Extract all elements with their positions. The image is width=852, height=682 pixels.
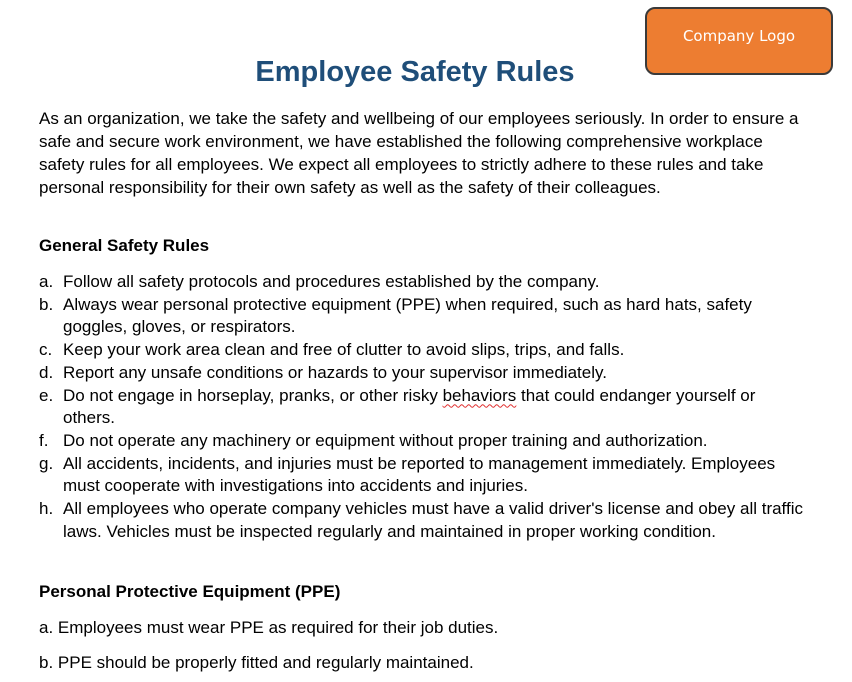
- general-safety-list: [39, 271, 809, 543]
- list-marker: e.: [39, 385, 54, 405]
- list-marker: f.: [39, 430, 49, 450]
- list-item: [39, 453, 809, 498]
- list-item: [39, 294, 809, 339]
- list-marker: c.: [39, 340, 53, 360]
- list-item: [39, 362, 809, 385]
- company-logo-label: Company Logo: [682, 27, 796, 45]
- ppe-item: a. Employees must wear PPE as required for their job duties.: [39, 618, 499, 637]
- ppe-item: b. PPE should be properly fitted and regularly maintained.: [39, 653, 474, 672]
- list-item-text: All accidents, incidents, and injuries must be reported to management immediately. Employees must cooperate with investigations into accidents and injuries.: [63, 453, 776, 496]
- list-marker: h.: [39, 499, 54, 519]
- list-item-text: All employees who operate company vehicles must have a valid driver's license and obey all traffic laws. Vehicles must be inspected regularly and maintained in proper working condition.: [63, 499, 803, 541]
- list-item-text: Always wear personal protective equipment (PPE) when required, such as hard hats, safety goggles, gloves, or respirators.: [63, 294, 752, 337]
- list-item: [39, 271, 809, 294]
- list-item: [39, 385, 809, 430]
- list-item: [39, 430, 809, 453]
- spelling-flagged-word[interactable]: behaviors: [442, 385, 517, 405]
- list-marker: a.: [39, 272, 54, 291]
- list-item-text: Do not operate any machinery or equipment without proper training and authorization.: [63, 430, 708, 450]
- document-title: Employee Safety Rules: [255, 56, 575, 88]
- list-item-text: Report any unsafe conditions or hazards to your supervisor immediately.: [63, 362, 607, 382]
- list-marker: d.: [39, 362, 54, 382]
- text-segment: Do not engage in horseplay, pranks, or other risky: [63, 385, 443, 405]
- list-marker: b.: [39, 294, 54, 314]
- list-item: [39, 498, 809, 543]
- list-item-text: [63, 385, 809, 430]
- ppe-heading: Personal Protective Equipment (PPE): [39, 582, 341, 601]
- list-marker: g.: [39, 453, 54, 473]
- list-item-text: Keep your work area clean and free of clutter to avoid slips, trips, and falls.: [63, 340, 625, 360]
- list-item: [39, 339, 809, 362]
- text-segment: that could endanger yourself or others.: [63, 385, 756, 428]
- general-safety-heading: General Safety Rules: [39, 236, 210, 255]
- intro-paragraph: As an organization, we take the safety and wellbeing of our employees seriously. In order to ensure a safe and secure work environment, we have established the following comprehensive workplace safety rules for all employees. We expect all employees to strictly adhere to these rules and take personal responsibility for their own safety as well as the safety of their colleagues.: [39, 109, 799, 197]
- list-item-text: Follow all safety protocols and procedures established by the company.: [63, 272, 600, 291]
